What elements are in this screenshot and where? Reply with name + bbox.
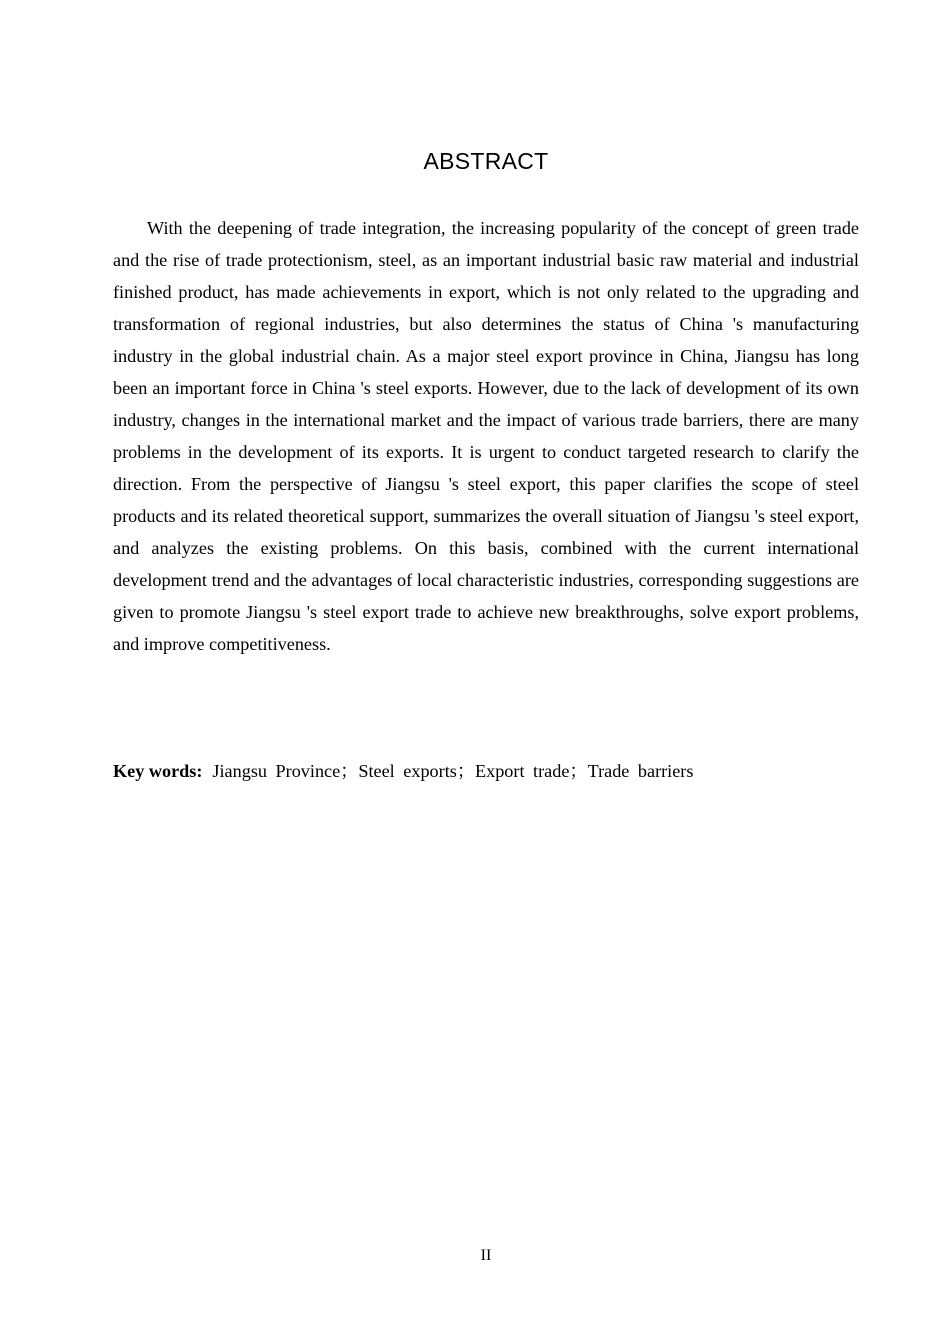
keywords-list: Jiangsu Province；Steel exports；Export trade；Trade barriers [212,761,694,781]
keywords-line [113,755,859,787]
keywords-label: Key words: [113,761,203,781]
abstract-title: ABSTRACT [423,148,549,174]
page-number: II [480,1247,492,1264]
abstract-body: With the deepening of trade integration, the increasing popularity of the concept of green trade and the rise of trade protectionism, steel, as an important industrial basic raw material and industrial finished product, has made achievements in export, which is not only related to the upgrading and transformation of regional industries, but also determines the status of China 's manufacturing industry in the global industrial chain. As a major steel export province in China, Jiangsu has long been an important force in China 's steel exports. However, due to the lack of development of its own industry, changes in the international market and the impact of various trade barriers, there are many problems in the development of its exports. It is urgent to conduct targeted research to clarify the direction. From the perspective of Jiangsu 's steel export, this paper clarifies the scope of steel products and its related theoretical support, summarizes the overall situation of Jiangsu 's steel export, and analyzes the existing problems. On this basis, combined with the current international development trend and the advantages of local characteristic industries, corresponding suggestions are given to promote Jiangsu 's steel export trade to achieve new breakthroughs, solve export problems, and improve competitiveness. [113,218,859,654]
